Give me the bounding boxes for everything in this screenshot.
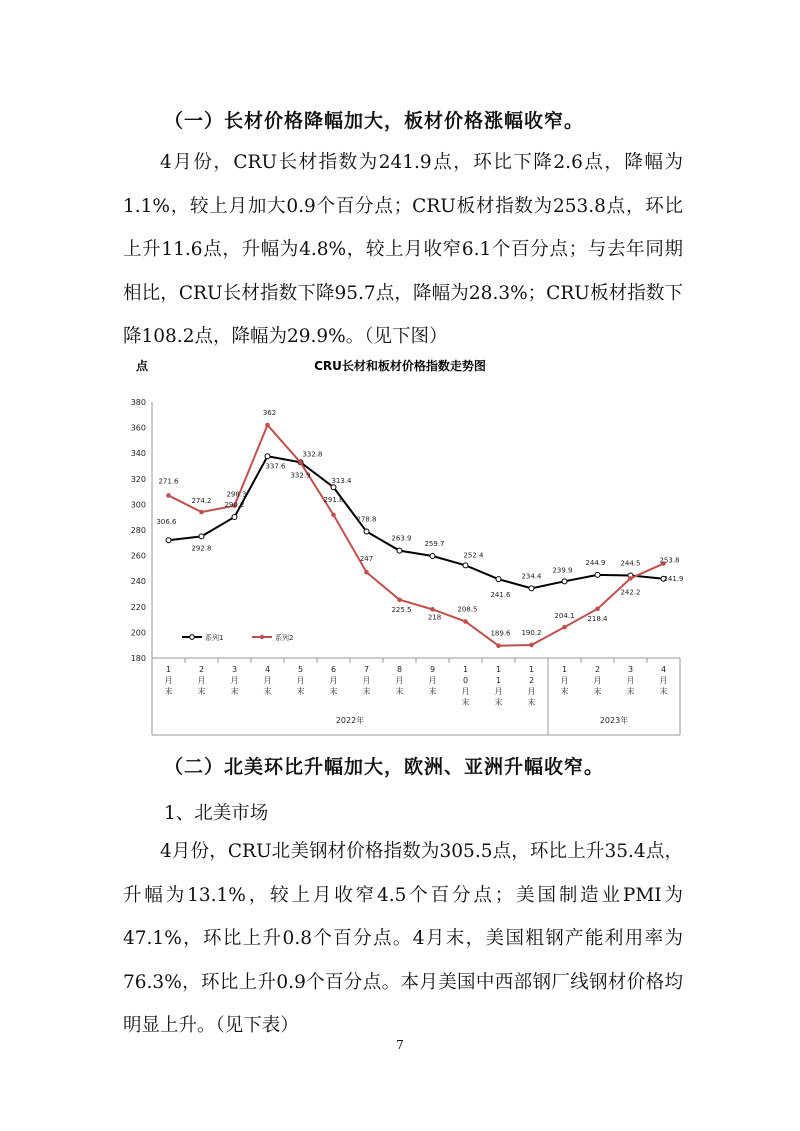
x-tick-label: 5	[297, 665, 304, 674]
y-tick-labels	[131, 398, 146, 663]
x-tick-label: 6	[330, 665, 337, 674]
x-tick-label: 4	[660, 665, 667, 674]
section1-paragraph-text: 4月份，CRU长材指数为241.9点，环比下降2.6点，降幅为1.1%，较上月加大0.9个百分点；CRU板材指数为253.8点，环比上升11.6点，升幅为4.8%，较上月收窄6.1个百分点；与去年同期相比，CRU长材指数下降95.7点，降幅为28.3%；CRU板材指数下降108.2点，降幅为29.9%。（见下图）	[123, 152, 683, 347]
x-tick-label: 4	[264, 665, 271, 674]
data-point	[331, 485, 336, 490]
data-label: 189.6	[490, 629, 511, 638]
x-tick-label: 月	[296, 676, 305, 685]
data-label: 306.6	[156, 518, 177, 527]
x-tick-label: 末	[329, 687, 338, 696]
x-tick-label: 末	[395, 687, 404, 696]
data-label: 218	[427, 613, 442, 622]
x-tick-label: 月	[164, 676, 173, 685]
data-label: 291.8	[323, 495, 344, 504]
x-tick-label: 0	[462, 676, 469, 685]
data-label: 259.7	[424, 539, 445, 548]
series-line-1	[169, 456, 664, 588]
x-tick-label: 1	[165, 665, 172, 674]
data-point	[562, 625, 567, 630]
section1-paragraph	[123, 141, 683, 359]
x-tick-label: 末	[230, 687, 239, 696]
x-tick-label: 末	[626, 687, 635, 696]
x-tick-label: 1	[561, 665, 568, 674]
y-tick-label: 360	[130, 423, 146, 433]
x-tick-label: 末	[659, 687, 668, 696]
x-tick-label: 末	[593, 687, 602, 696]
data-label: 362	[262, 409, 277, 418]
data-point	[265, 454, 270, 459]
data-point	[397, 597, 402, 602]
data-label: 247	[359, 555, 374, 564]
data-point	[529, 643, 534, 648]
data-point	[562, 579, 567, 584]
data-point	[595, 607, 600, 612]
x-tick-label: 9	[429, 665, 436, 674]
data-label: 253.8	[659, 556, 680, 565]
y-tick-label: 180	[130, 654, 146, 663]
x-tick-label: 月	[461, 687, 470, 696]
data-label: 292.8	[191, 544, 212, 553]
data-label: 234.4	[521, 572, 542, 581]
data-point	[166, 538, 171, 543]
y-tick-label: 300	[130, 500, 146, 510]
x-tick-label: 末	[296, 687, 305, 696]
legend-marker	[260, 635, 264, 639]
x-tick-label: 月	[230, 676, 239, 685]
section2-paragraph	[123, 830, 683, 1048]
data-point	[628, 576, 633, 581]
y-tick-label: 280	[130, 526, 146, 535]
year-group-label: 2022年	[335, 716, 365, 725]
data-point	[199, 534, 204, 539]
x-tick-label: 末	[494, 698, 503, 707]
x-tick-label: 月	[329, 676, 338, 685]
data-point	[595, 572, 600, 577]
data-point	[496, 643, 501, 648]
x-tick-label: 末	[461, 698, 470, 707]
x-tick-label: 月	[593, 676, 602, 685]
data-point	[496, 577, 501, 582]
data-label: 271.6	[158, 477, 179, 486]
data-label: 298.3	[226, 490, 247, 499]
data-point	[331, 513, 336, 518]
y-tick-label: 240	[130, 577, 146, 587]
data-label: 332.9	[290, 471, 311, 480]
x-tick-label: 8	[396, 665, 403, 674]
chart-legend	[182, 633, 293, 642]
data-point	[529, 586, 534, 591]
x-tick-label: 月	[626, 676, 635, 685]
data-label: 241.9	[663, 574, 684, 583]
legend-label: 系列2	[275, 634, 294, 642]
x-tick-label: 末	[428, 687, 437, 696]
data-point	[166, 493, 171, 498]
price-index-chart	[112, 350, 687, 740]
data-label: 190.2	[521, 628, 542, 637]
x-tick-label: 月	[494, 687, 503, 696]
data-label: 208.5	[457, 605, 478, 614]
data-label: 313.4	[331, 477, 352, 486]
data-point	[199, 510, 204, 515]
x-tick-label: 1	[528, 665, 535, 674]
x-tick-label: 3	[627, 665, 634, 674]
data-label: 225.5	[391, 605, 412, 614]
x-tick-label: 1	[462, 665, 469, 674]
data-label: 290.2	[224, 500, 245, 509]
data-point	[265, 423, 270, 428]
data-label: 244.5	[620, 559, 641, 568]
section2-subheading: 1、北美市场	[164, 803, 269, 824]
chart-title: CRU长材和板材价格指数走势图	[314, 359, 486, 373]
y-tick-label: 200	[130, 628, 146, 638]
data-point	[430, 607, 435, 612]
x-tick-label: 3	[231, 665, 238, 674]
x-tick-label: 月	[395, 676, 404, 685]
data-point	[463, 563, 468, 568]
data-label: 337.6	[265, 462, 286, 471]
data-point	[430, 553, 435, 558]
chart-axes	[152, 402, 680, 735]
data-point	[298, 460, 303, 465]
x-tick-label: 1	[495, 676, 502, 685]
x-tick-label: 7	[363, 665, 370, 674]
x-tick-label: 月	[362, 676, 371, 685]
legend-label: 系列1	[205, 634, 224, 642]
data-point	[232, 514, 237, 519]
page-number: 7	[396, 1038, 404, 1052]
data-label: 239.9	[552, 566, 573, 575]
y-tick-label: 380	[130, 398, 146, 407]
data-label: 218.4	[587, 614, 608, 623]
x-tick-label: 末	[164, 687, 173, 696]
data-label: 244.9	[585, 558, 606, 567]
x-tick-label: 2	[198, 665, 205, 674]
year-group-label: 2023年	[599, 716, 629, 725]
x-tick-label: 末	[527, 698, 536, 707]
y-tick-label: 220	[130, 602, 146, 612]
section2-paragraph-text: 4月份，CRU北美钢材价格指数为305.5点，环比上升35.4点，升幅为13.1%，较上月收窄4.5个百分点；美国制造业PMI为47.1%，环比上升0.8个百分点。4月末，美国粗钢产能利用率为76.3%，环比上升0.9个百分点。本月美国中西部钢厂线钢材价格均明显上升。（见下表）	[123, 841, 683, 1036]
x-tick-labels	[165, 665, 668, 725]
x-tick-label: 2	[528, 676, 535, 685]
x-tick-label: 1	[495, 665, 502, 674]
x-tick-label: 月	[263, 676, 272, 685]
data-label: 242.2	[620, 588, 641, 597]
legend-marker	[190, 635, 195, 640]
data-label: 263.9	[391, 534, 412, 543]
y-tick-label: 340	[130, 449, 146, 459]
x-tick-label: 月	[197, 676, 206, 685]
y-tick-label: 320	[130, 474, 146, 484]
x-tick-label: 月	[659, 676, 668, 685]
x-tick-label: 2	[594, 665, 601, 674]
section1-heading: （一）长材价格降幅加大，板材价格涨幅收窄。	[164, 110, 585, 132]
data-point	[364, 529, 369, 534]
x-tick-label: 末	[362, 687, 371, 696]
data-point	[397, 548, 402, 553]
data-point	[364, 570, 369, 575]
x-tick-label: 月	[428, 676, 437, 685]
chart-ylabel: 点	[136, 359, 149, 373]
data-label: 241.6	[490, 591, 511, 600]
data-point	[463, 619, 468, 624]
y-tick-label: 260	[130, 551, 146, 561]
series-line-2	[169, 425, 664, 646]
data-label: 278.8	[356, 515, 377, 524]
x-tick-label: 月	[527, 687, 536, 696]
x-tick-label: 月	[560, 676, 569, 685]
data-label: 252.4	[463, 551, 484, 560]
x-tick-label: 末	[560, 687, 569, 696]
data-label: 332.8	[302, 450, 323, 459]
section2-heading: （二）北美环比升幅加大，欧洲、亚洲升幅收窄。	[164, 756, 605, 778]
data-label: 274.2	[191, 497, 212, 506]
x-tick-label: 末	[263, 687, 272, 696]
data-label: 204.1	[554, 612, 575, 621]
x-tick-label: 末	[197, 687, 206, 696]
